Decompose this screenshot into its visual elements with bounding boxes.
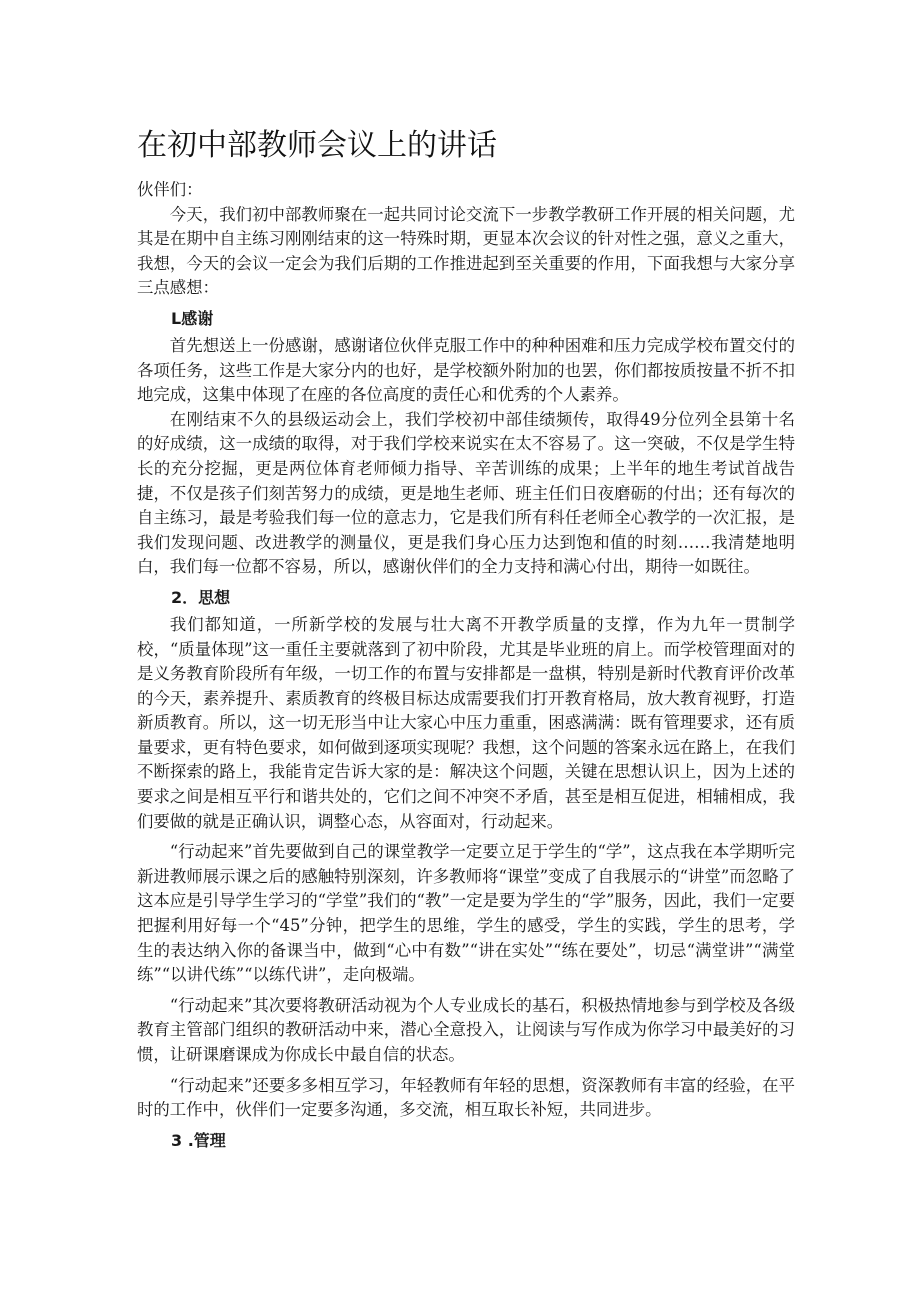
document-page [137,126,795,1156]
paragraph: 在刚结束不久的县级运动会上，我们学校初中部佳绩频传，取得49分位列全县第十名的好成绩，这一成绩的取得，对于我们学校来说实在太不容易了。这一突破，不仅是学生特长的充分挖掘，更是两位体育老师倾力指导、辛苦训练的成果；上半年的地生考试首战告捷，不仅是孩子们刻苦努力的成绩，更是地生老师、班主任们日夜磨砺的付出；还有每次的自主练习，最是考验我们每一位的意志力，它是我们所有科任老师全心教学的一次汇报，是我们发现问题、改进教学的测量仪，更是我们身心压力达到饱和值的时刻……我清楚地明白，我们每一位都不容易，所以，感谢伙伴们的全力支持和满心付出，期待一如既往。 [137,409,795,577]
page-title: 在初中部教师会议上的讲话 [137,128,497,163]
intro-paragraph: 今天，我们初中部教师聚在一起共同讨论交流下一步教学教研工作开展的相关问题，尤其是在期中自主练习刚刚结束的这一特殊时期，更显本次会议的针对性之强，意义之重大，我想，今天的会议一定会为我们后期的工作推进起到至关重要的作用，下面我想与大家分享三点感想： [137,204,795,298]
paragraph: “行动起来”其次要将教研活动视为个人专业成长的基石，积极热情地参与到学校及各级教育主管部门组织的教研活动中来，潜心全意投入，让阅读与写作成为你学习中最美好的习惯，让研课磨课成为你成长中最自信的状态。 [137,995,795,1064]
paragraph: “行动起来”还要多多相互学习，年轻教师有年轻的思想，资深教师有丰富的经验，在平时的工作中，伙伴们一定要多沟通，多交流，相互取长补短，共同进步。 [137,1075,795,1120]
section-heading-management: 3 .管理 [171,1130,226,1150]
section-heading-thinking: 2．思想 [171,587,231,607]
section-heading-gratitude: L感谢 [171,308,214,328]
greeting: 伙伴们： [137,180,203,199]
paragraph: 我们都知道，一所新学校的发展与壮大离不开教学质量的支撑，作为九年一贯制学校，“质量体现”这一重任主要就落到了初中阶段，尤其是毕业班的肩上。而学校管理面对的是义务教育阶段所有年级，一切工作的布置与安排都是一盘棋，特别是新时代教育评价改革的今天，素养提升、素质教育的终极目标达成需要我们打开教育格局，放大教育视野，打造新质教育。所以，这一切无形当中让大家心中压力重重，困惑满满：既有管理要求，还有质量要求，更有特色要求，如何做到逐项实现呢？我想，这个问题的答案永远在路上，在我们不断探索的路上，我能肯定告诉大家的是：解决这个问题，关键在思想认识上，因为上述的要求之间是相互平行和谐共处的，它们之间不冲突不矛盾，甚至是相互促进，相辅相成，我们要做的就是正确认识，调整心态，从容面对，行动起来。 [137,614,795,831]
paragraph: “行动起来”首先要做到自己的课堂教学一定要立足于学生的“学”，这点我在本学期听完新进教师展示课之后的感触特别深刻，许多教师将“课堂”变成了自我展示的“讲堂”而忽略了这本应是引导学生学习的“学堂”我们的“教”一定是要为学生的“学”服务，因此，我们一定要把握利用好每一个“45”分钟，把学生的思维，学生的感受，学生的实践，学生的思考，学生的表达纳入你的备课当中，做到“心中有数”“讲在实处”“练在要处”，切忌“满堂讲”“满堂练”“以讲代练”“以练代讲”，走向极端。 [137,842,795,985]
paragraph: 首先想送上一份感谢，感谢诸位伙伴克服工作中的种种困难和压力完成学校布置交付的各项任务，这些工作是大家分内的也好，是学校额外附加的也罢，你们都按质按量不折不扣地完成，这集中体现了在座的各位高度的责任心和优秀的个人素养。 [137,335,795,405]
